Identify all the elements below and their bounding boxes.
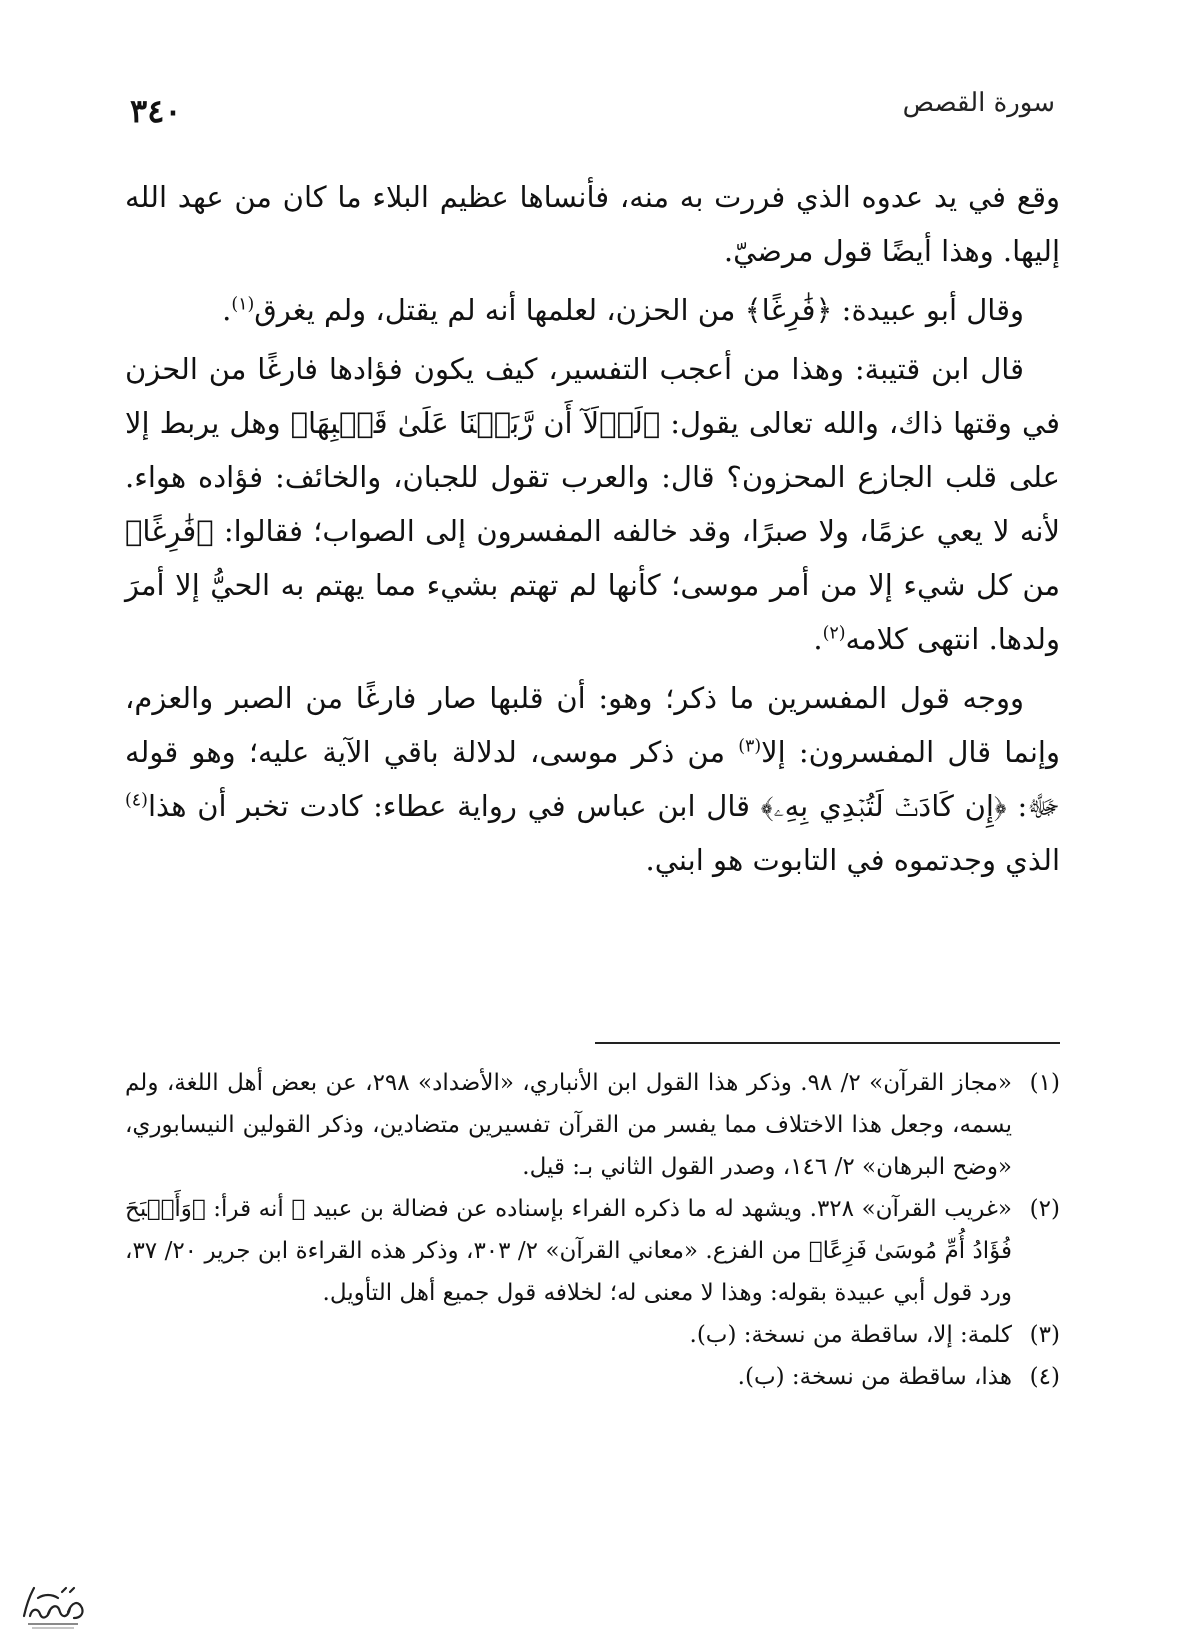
footnote-text: «مجاز القرآن» ٢/ ٩٨. وذكر هذا القول ابن الأنباري، «الأضداد» ٢٩٨، عن بعض أهل اللغة، ولم يسمه، وجعل هذا الاختلاف مما يفسر من القرآن تفسيرين متضادين، وذكر القولين النيسابوري، «وضح البرهان» ٢/ ١٤٦، وصدر القول الثاني بـ: قيل. bbox=[125, 1070, 1012, 1180]
footnote-number: (٢) bbox=[1029, 1196, 1060, 1222]
page-header bbox=[130, 88, 1055, 138]
paragraph-3-end: . bbox=[813, 622, 823, 656]
page-number: ٣٤٠ bbox=[130, 92, 182, 130]
paragraph-4-text-b: من ذكر موسى، لدلالة باقي الآية عليه؛ وهو قوله ﷻ: bbox=[125, 735, 1061, 823]
quran-quote: ﴿فَٰرِغًا﴾ bbox=[125, 514, 214, 548]
footnote-number: (٣) bbox=[1029, 1322, 1060, 1348]
footnote-number: (١) bbox=[1029, 1070, 1060, 1096]
quran-quote: ﴿إِن كَادَتۡ لَتُبۡدِي بِهِۦ﴾ bbox=[760, 789, 1007, 823]
paragraph-4-text-a: ووجه قول المفسرين ما ذكر؛ وهو: أن قلبها صار فارغًا من الصبر والعزم، وإنما قال المفسرون: إلا bbox=[125, 681, 1060, 769]
paragraph-4-text-d: الذي وجدتموه في التابوت هو ابني. bbox=[645, 843, 1060, 877]
paragraph-1-text: وقع في يد عدوه الذي فررت به منه، فأنساها عظيم البلاء ما كان من عهد الله إليها. وهذا أيضًا قول مرضيّ. bbox=[125, 180, 1060, 268]
main-text bbox=[125, 170, 1060, 892]
quran-quote: ﴿فَٰرِغًا﴾ bbox=[744, 293, 833, 327]
paragraph-1 bbox=[125, 170, 1060, 278]
surah-title: سورة القصص bbox=[902, 88, 1055, 118]
paragraph-3 bbox=[125, 342, 1060, 666]
paragraph-3-text-a: قال ابن قتيبة: وهذا من أعجب التفسير، كيف يكون فؤادها فارغًا من الحزن في وقتها ذاك، والله تعالى يقول: bbox=[125, 352, 1060, 440]
paragraph-4-text-c: قال ابن عباس في رواية عطاء: كادت تخبر أن هذا bbox=[147, 789, 761, 823]
footnote-ref-1[interactable]: (١) bbox=[231, 294, 255, 315]
quran-quote: ﴿لَوۡلَآ أَن رَّبَطۡنَا عَلَىٰ قَلۡبِهَا﴾ bbox=[290, 406, 661, 440]
paragraph-2-end: . bbox=[222, 293, 232, 327]
paragraph-3-text-c: من كل شيء إلا من أمر موسى؛ كأنها لم تهتم بشيء مما يهتم به الحيُّ إلا أمرَ ولدها. انتهى كلامه bbox=[125, 568, 1060, 656]
footnote-3 bbox=[125, 1314, 1060, 1356]
footnote-separator bbox=[595, 1042, 1060, 1044]
footnote-text: كلمة: إلا، ساقطة من نسخة: (ب). bbox=[689, 1322, 1012, 1348]
footnote-2 bbox=[125, 1188, 1060, 1314]
paragraph-3-text-b: وهل يربط إلا على قلب الجازع المحزون؟ قال: والعرب تقول للجبان، والخائف: فؤاده هواء. لأنه لا يعي عزمًا، ولا صبرًا، وقد خالفه المفسرون إلى الصواب؛ فقالوا: bbox=[125, 406, 1060, 548]
footnote-ref-2[interactable]: (٢) bbox=[822, 623, 846, 644]
paragraph-4 bbox=[125, 671, 1060, 887]
footnotes bbox=[125, 1062, 1060, 1398]
publisher-logo-icon bbox=[18, 1578, 88, 1632]
footnote-text: هذا، ساقطة من نسخة: (ب). bbox=[737, 1364, 1012, 1390]
footnote-1 bbox=[125, 1062, 1060, 1188]
paragraph-2-text-b: من الحزن، لعلمها أنه لم يقتل، ولم يغرق bbox=[254, 293, 745, 327]
footnote-text: «غريب القرآن» ٣٢٨. ويشهد له ما ذكره الفراء بإسناده عن فضالة بن عبيد ﵁ أنه قرأ: ﴿وَأَصۡبَحَ فُؤَادُ أُمِّ مُوسَىٰ فَزِعًا﴾ من الفزع. «معاني القرآن» ٢/ ٣٠٣، وذكر هذه القراءة ابن جرير ٢٠/ ٣٧، ورد قول أبي عبيدة بقوله: وهذا لا معنى له؛ لخلافه قول جميع أهل التأويل. bbox=[125, 1196, 1013, 1306]
footnote-ref-3[interactable]: (٣) bbox=[738, 736, 762, 757]
footnote-4 bbox=[125, 1356, 1060, 1398]
paragraph-2-text-a: وقال أبو عبيدة: bbox=[832, 293, 1024, 327]
footnote-ref-4[interactable]: (٤) bbox=[125, 790, 148, 811]
paragraph-2 bbox=[125, 283, 1060, 337]
footnote-number: (٤) bbox=[1029, 1364, 1060, 1390]
